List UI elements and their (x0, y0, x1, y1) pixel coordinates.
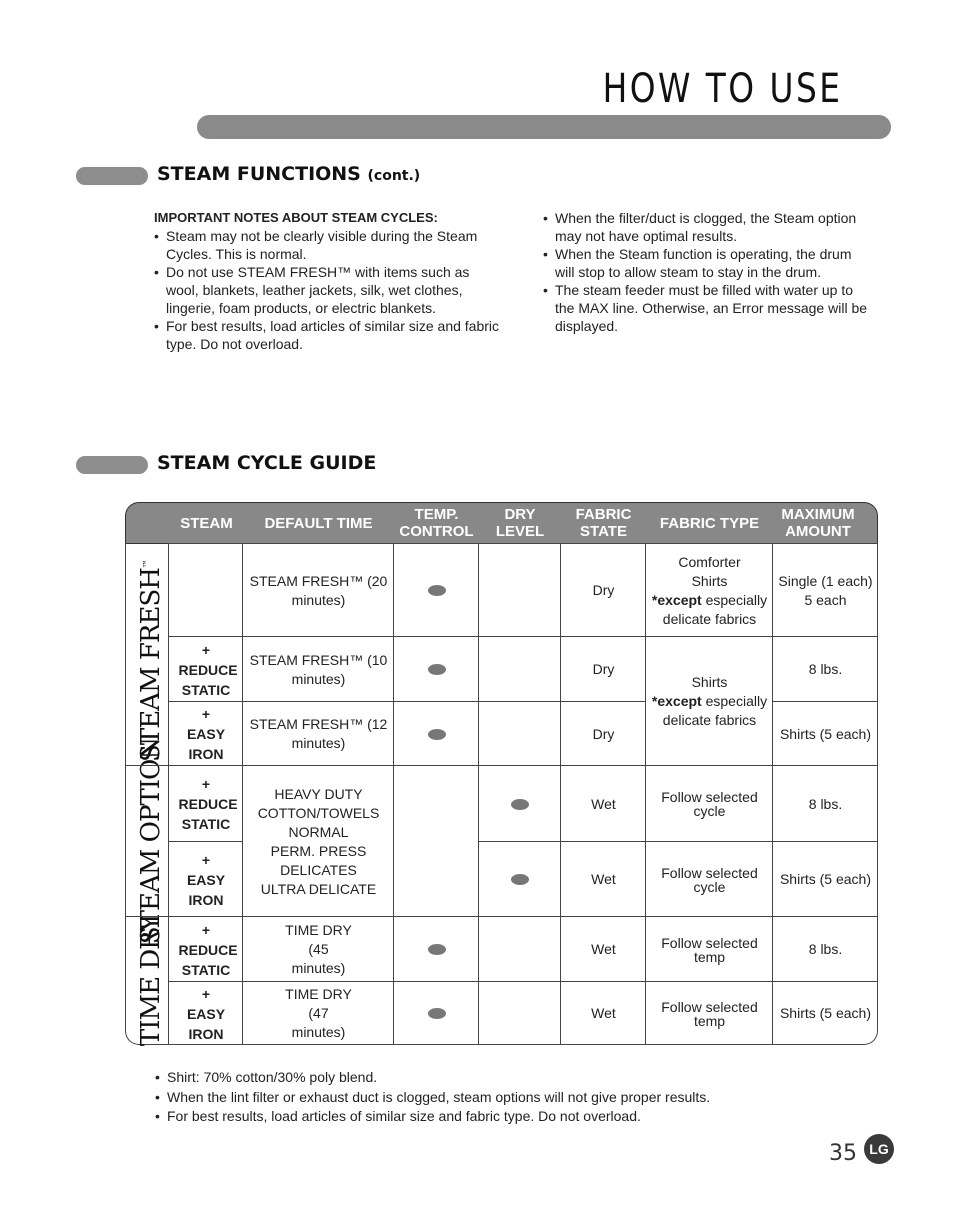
steam-cell (168, 636, 243, 702)
dry-level-cell (478, 841, 561, 917)
fabric-type-line: Comforter (678, 553, 741, 570)
section-title-steam-functions (157, 163, 420, 185)
temp-control-cell (393, 765, 479, 917)
steam-cell (168, 981, 243, 1045)
default-time-cell: STEAM FRESH™ (12 minutes) (242, 701, 394, 766)
temp-control-cell (393, 981, 479, 1045)
plus-sign: + (201, 706, 211, 722)
cycle-name: HEAVY DUTY (274, 785, 363, 802)
column-header-default-time: DEFAULT TIME (264, 514, 373, 532)
temp-control-cell (393, 916, 479, 982)
note-item: • The steam feeder must be filled with water up to the MAX line. Otherwise, an Error message will be displayed. (543, 281, 873, 335)
table-header (125, 502, 878, 544)
dry-level-cell (478, 765, 561, 842)
default-time-cell: TIME DRY (47 minutes) (242, 981, 394, 1045)
default-time-cell: TIME DRY (45 minutes) (242, 916, 394, 982)
note-item: • Steam may not be clearly visible during the Steam Cycles. This is normal. (154, 227, 499, 263)
fabric-state-cell: Wet (560, 841, 646, 917)
steam-cell (168, 701, 243, 766)
temp-control-cell (393, 701, 479, 766)
lg-logo-icon (864, 1134, 894, 1164)
except-label: *except (651, 693, 702, 709)
temp-control-cell (393, 636, 479, 702)
note-item: • For best results, load articles of similar size and fabric type. Do not overload. (154, 317, 499, 353)
bottom-notes (155, 1068, 710, 1127)
column-header-dry-level: DRY LEVEL (495, 506, 545, 540)
fabric-state-cell: Dry (560, 543, 646, 637)
max-amount-line: Single (1 each) (778, 572, 873, 589)
note-item: • When the filter/duct is clogged, the Steam option may not have optimal results. (543, 209, 873, 245)
note-item: • When the Steam function is operating, the drum will stop to allow steam to stay in the drum. (543, 245, 873, 281)
steam-cell (168, 916, 243, 982)
plus-sign: + (201, 641, 211, 658)
header-bar (197, 115, 891, 139)
steam-option-label: EASY IRON (186, 726, 226, 762)
fabric-type-line: Shirts (691, 572, 728, 589)
indicator-dot (428, 729, 446, 740)
note-item: • When the lint filter or exhaust duct is clogged, steam options will not give proper results. (155, 1088, 710, 1108)
fabric-type-cell (645, 636, 773, 766)
default-time-cell: STEAM FRESH™ (10 minutes) (242, 636, 394, 702)
section-pill (76, 456, 148, 474)
section-title-text: STEAM FUNCTIONS (157, 163, 361, 185)
note-item: • For best results, load articles of similar size and fabric type. Do not overload. (155, 1107, 710, 1127)
dry-level-cell (478, 916, 561, 982)
dry-level-cell (478, 701, 561, 766)
note-item: • Do not use STEAM FRESH™ with items such as wool, blankets, leather jackets, silk, wet clothes, lingerie, foam products, or electric blankets. (154, 263, 499, 317)
indicator-dot (428, 664, 446, 675)
steam-option-label: EASY IRON (186, 1005, 226, 1042)
max-amount-cell: Shirts (5 each) (772, 981, 878, 1045)
page-number: 35 (829, 1141, 857, 1166)
steam-option-label: EASY IRON (186, 871, 226, 908)
default-time-cell: STEAM FRESH™ (20 minutes) (242, 543, 394, 637)
cycle-name: PERM. PRESS (270, 842, 367, 859)
group-label-steam-option: STEAM OPTION (136, 737, 166, 945)
column-header-steam: STEAM (180, 514, 233, 532)
group-divider (125, 765, 169, 766)
except-text: especially delicate fabrics (662, 693, 768, 728)
except-text: especially delicate fabrics (662, 591, 768, 627)
max-amount-cell: 8 lbs. (772, 636, 878, 702)
max-amount-line: 5 each (804, 591, 847, 608)
plus-sign: + (201, 985, 211, 1002)
fabric-state-cell: Wet (560, 765, 646, 842)
fabric-type-cell: Follow selected cycle (645, 841, 773, 917)
fabric-state-cell: Dry (560, 701, 646, 766)
note-item: • Shirt: 70% cotton/30% poly blend. (155, 1068, 710, 1088)
plus-sign: + (201, 921, 211, 938)
max-amount-cell: 8 lbs. (772, 765, 878, 842)
temp-control-cell (393, 543, 479, 637)
except-label: *except (651, 591, 702, 608)
column-header-fabric-state: FABRIC STATE (575, 506, 632, 540)
plus-sign: + (201, 851, 211, 868)
default-time-cell (242, 765, 394, 917)
max-amount-cell: Shirts (5 each) (772, 841, 878, 917)
steam-option-label: REDUCE STATIC (178, 941, 238, 978)
indicator-dot (428, 585, 446, 596)
fabric-type-cell (645, 543, 773, 637)
cycle-name: ULTRA DELICATE (260, 880, 377, 897)
plus-sign: + (201, 776, 211, 792)
column-header-fabric-type: FABRIC TYPE (659, 514, 760, 532)
left-notes (154, 209, 499, 353)
fabric-state-cell: Wet (560, 916, 646, 982)
indicator-dot (428, 1008, 446, 1019)
group-label-time-dry: TIME DRY (136, 915, 166, 1047)
steam-cell (168, 841, 243, 917)
max-amount-cell: 8 lbs. (772, 916, 878, 982)
steam-option-label: REDUCE STATIC (178, 661, 238, 698)
cycle-name: COTTON/TOWELS (257, 804, 380, 821)
column-header-temp-control: TEMP. CONTROL (399, 506, 474, 540)
trademark: ™ (142, 560, 153, 569)
indicator-dot (511, 799, 529, 810)
steam-cell (168, 765, 243, 842)
section-title-suffix: (cont.) (367, 168, 421, 184)
logo-text: LG (869, 1141, 889, 1157)
steam-cell (168, 543, 243, 637)
max-amount-cell (772, 543, 878, 637)
indicator-dot (428, 944, 446, 955)
fabric-type-cell: Follow selected temp (645, 981, 773, 1045)
fabric-state-cell: Dry (560, 636, 646, 702)
group-divider (125, 916, 169, 917)
section-pill (76, 167, 148, 185)
dry-level-cell (478, 636, 561, 702)
dry-level-cell (478, 543, 561, 637)
group-label-steam-fresh (136, 556, 166, 766)
right-notes (543, 209, 873, 335)
fabric-type-cell: Follow selected cycle (645, 765, 773, 842)
dry-level-cell (478, 981, 561, 1045)
fabric-state-cell: Wet (560, 981, 646, 1045)
fabric-type-cell: Follow selected temp (645, 916, 773, 982)
cycle-name: NORMAL (288, 823, 349, 840)
group-label-text: STEAM FRESH (136, 568, 166, 762)
fabric-type-line: Shirts (691, 674, 728, 690)
section-title-steam-cycle-guide: STEAM CYCLE GUIDE (157, 452, 377, 474)
notes-heading: IMPORTANT NOTES ABOUT STEAM CYCLES: (154, 210, 438, 225)
page-title: HOW TO USE (602, 66, 842, 112)
max-amount-cell: Shirts (5 each) (772, 701, 878, 766)
column-header-maximum-amount: MAXIMUM AMOUNT (781, 506, 855, 540)
cycle-name: DELICATES (280, 861, 357, 878)
indicator-dot (511, 874, 529, 885)
steam-option-label: REDUCE STATIC (178, 796, 238, 832)
